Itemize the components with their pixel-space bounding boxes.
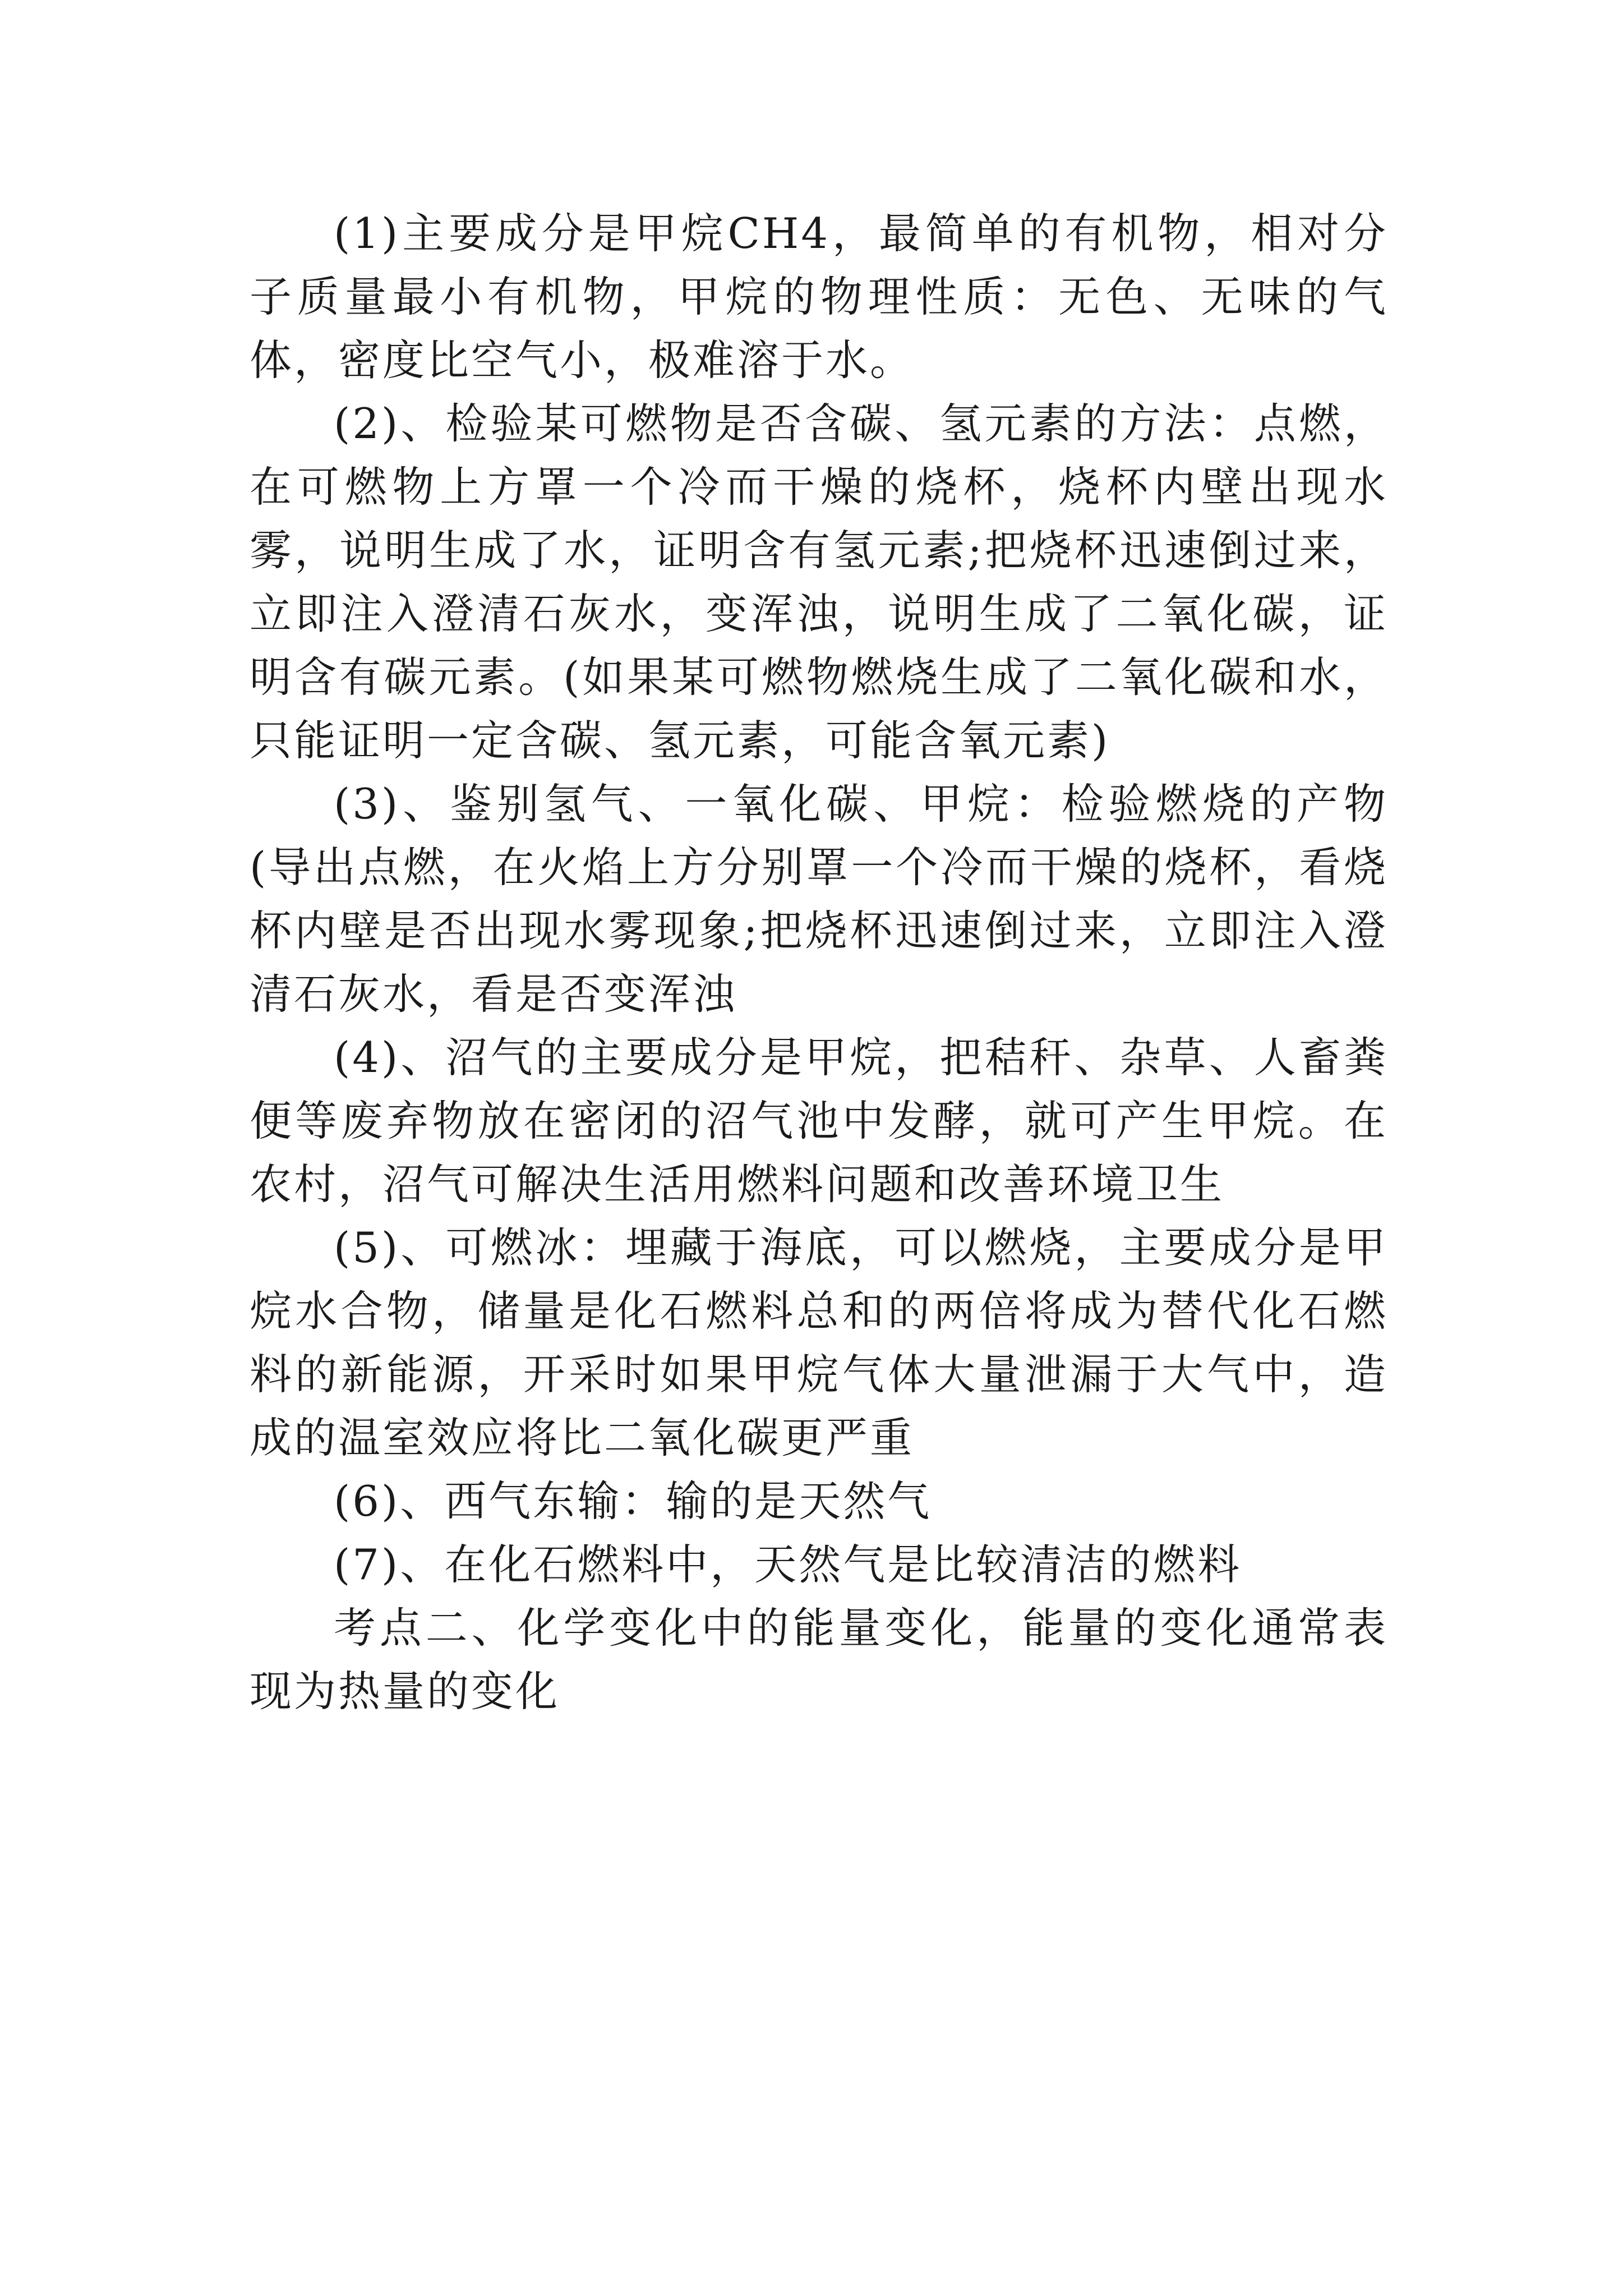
paragraph-6: (6)、西气东输：输的是天然气 [334,1476,932,1526]
paragraph-1: (1)主要成分是甲烷CH4，最简单的有机物，相对分子质量最小有机物，甲烷的物理性质：无色、无味的气体，密度比空气小，极难溶于水。 [250,209,1388,385]
paragraph-5: (5)、可燃冰：埋藏于海底，可以燃烧，主要成分是甲烷水合物，储量是化石燃料总和的两倍将成为替代化石燃料的新能源，开采时如果甲烷气体大量泄漏于大气中，造成的温室效应将比二氧化碳更严重 [250,1223,1388,1462]
paragraph-3: (3)、鉴别氢气、一氧化碳、甲烷：检验燃烧的产物(导出点燃，在火焰上方分别罩一个冷而干燥的烧杯，看烧杯内壁是否出现水雾现象;把烧杯迅速倒过来，立即注入澄清石灰水，看是否变浑浊 [250,779,1388,1019]
paragraph-8: 考点二、化学变化中的能量变化，能量的变化通常表现为热量的变化 [250,1603,1388,1716]
document-body [250,202,1388,1723]
paragraph-7: (7)、在化石燃料中，天然气是比较清洁的燃料 [334,1540,1242,1589]
paragraph-2: (2)、检验某可燃物是否含碳、氢元素的方法：点燃，在可燃物上方罩一个冷而干燥的烧杯，烧杯内壁出现水雾，说明生成了水，证明含有氢元素;把烧杯迅速倒过来，立即注入澄清石灰水，变浑浊，说明生成了二氧化碳，证明含有碳元素。(如果某可燃物燃烧生成了二氧化碳和水，只能证明一定含碳、氢元素，可能含氧元素) [250,399,1388,765]
paragraph-4: (4)、沼气的主要成分是甲烷，把秸秆、杂草、人畜粪便等废弃物放在密闭的沼气池中发酵，就可产生甲烷。在农村，沼气可解决生活用燃料问题和改善环境卫生 [250,1033,1388,1209]
